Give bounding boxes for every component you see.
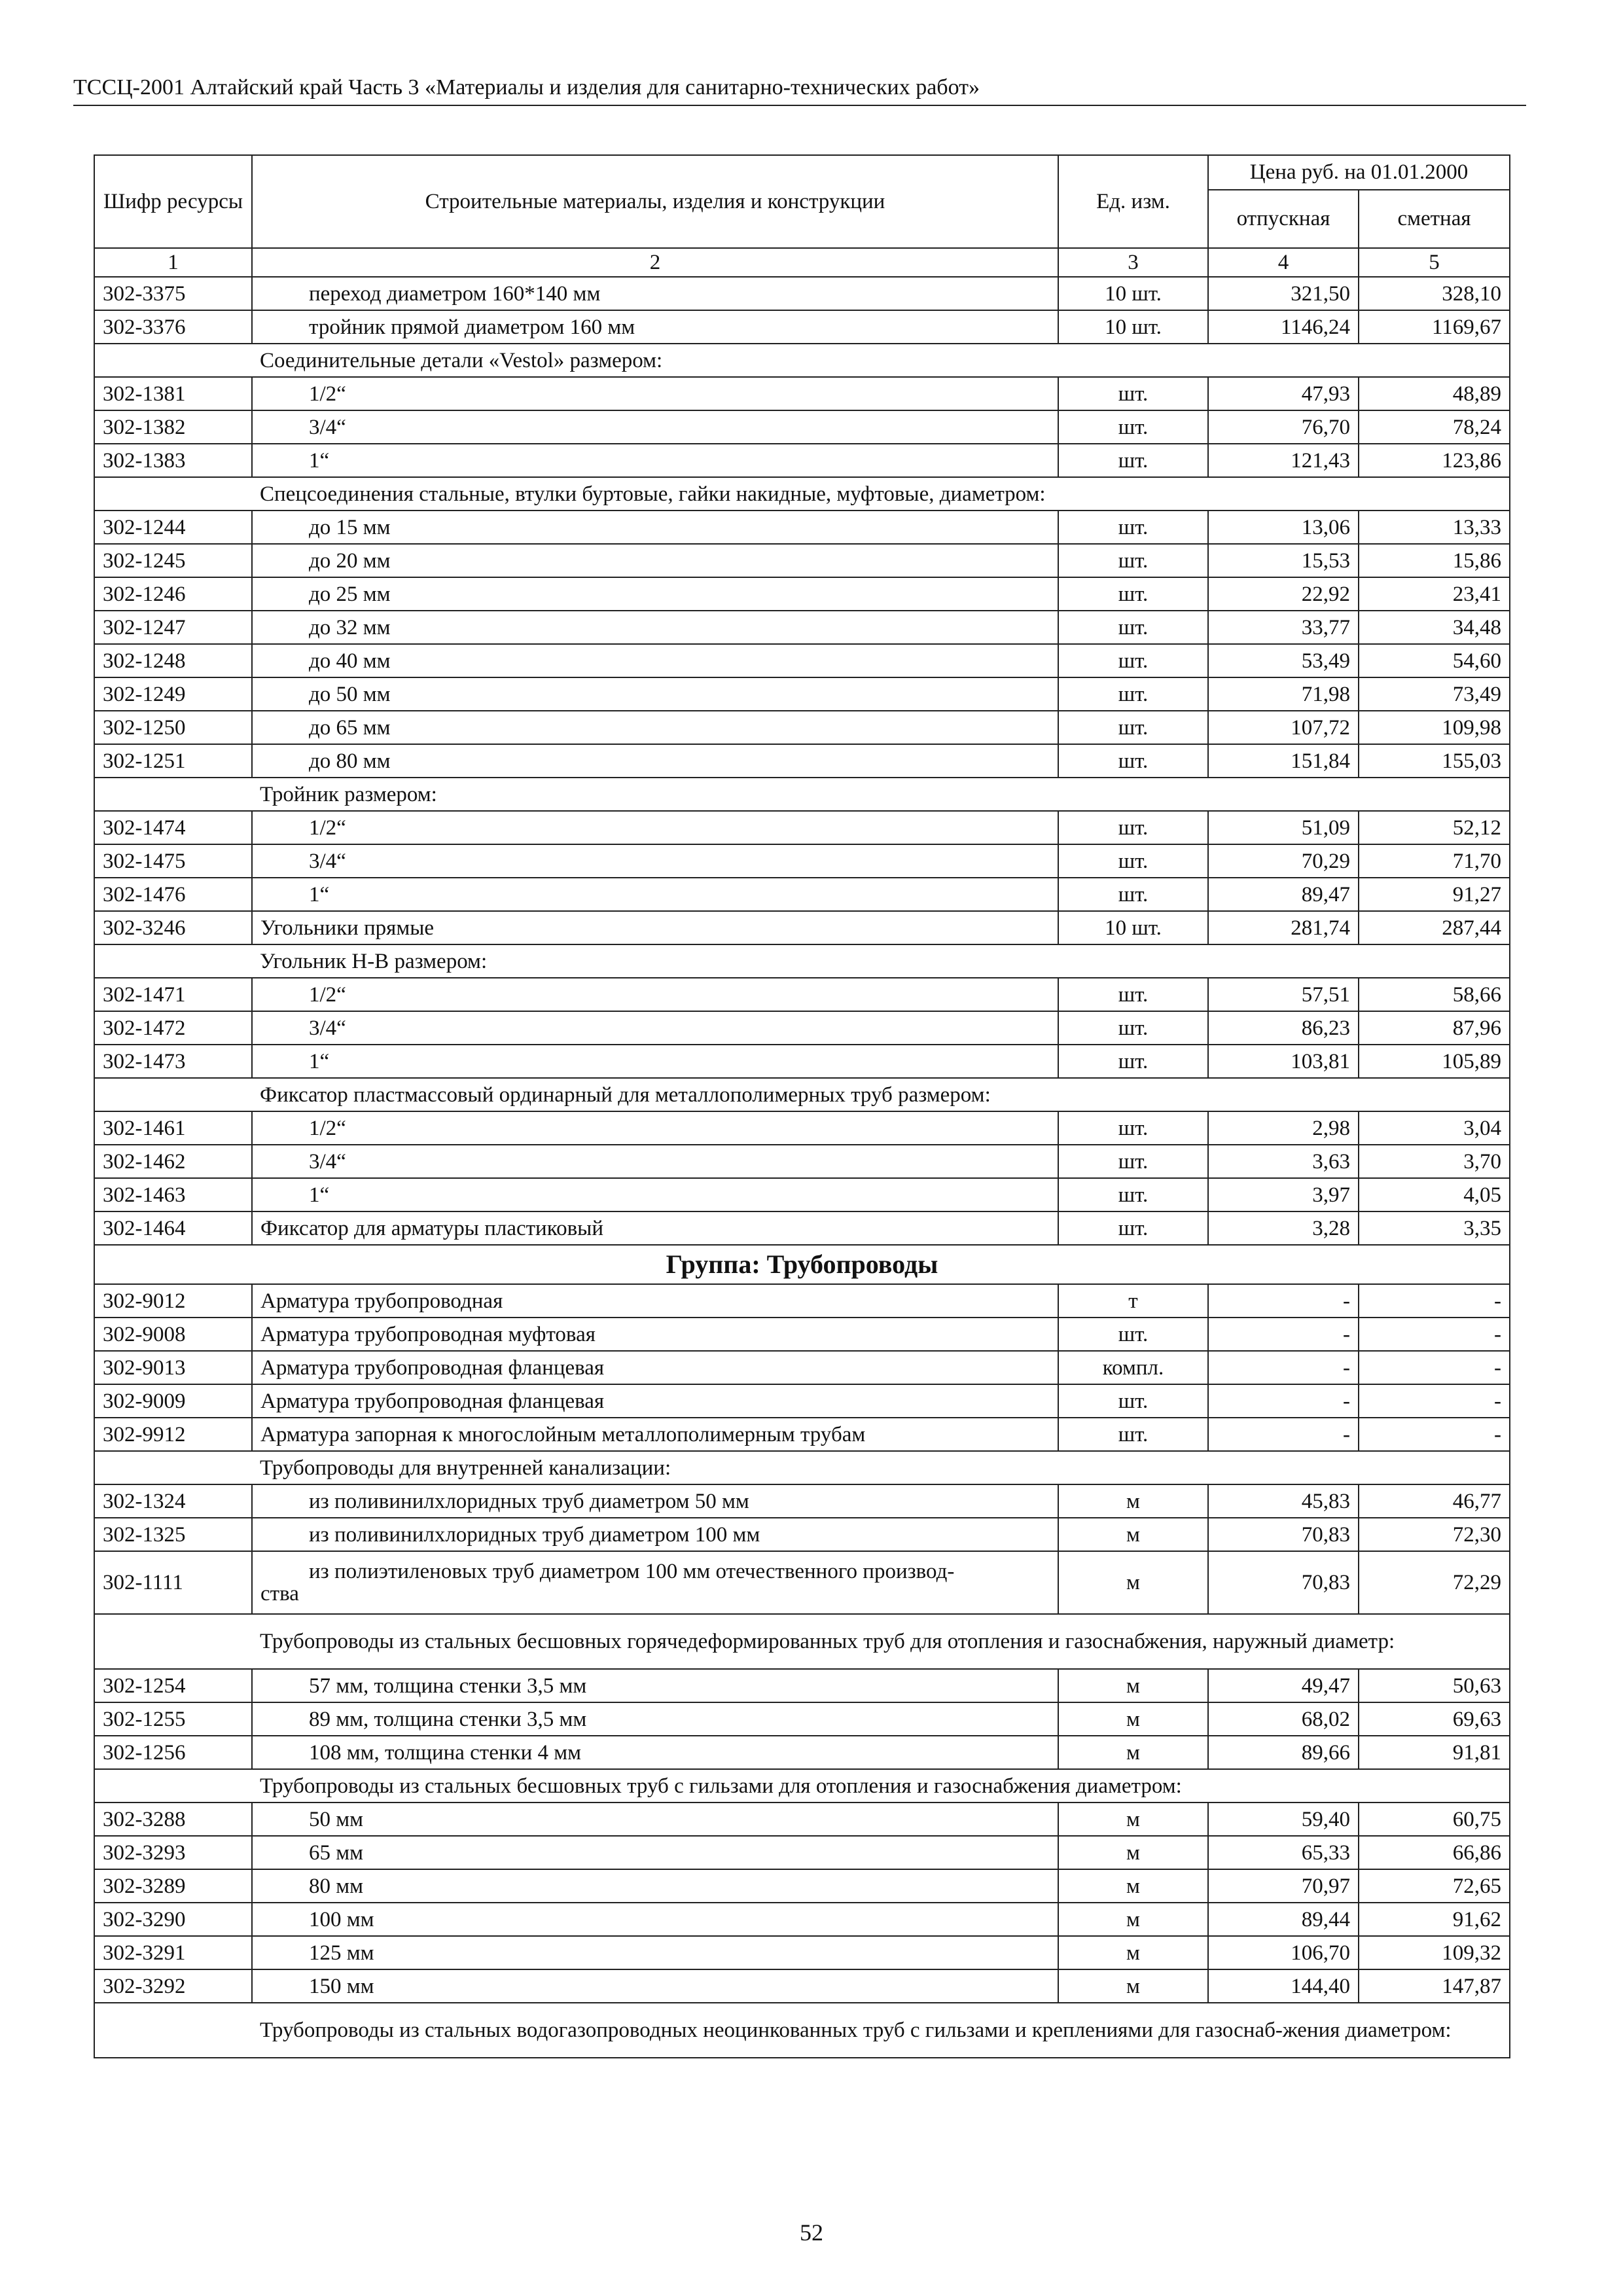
release-price: 70,83 (1208, 1518, 1359, 1551)
item-name: 1“ (252, 878, 1058, 911)
table-row (94, 1736, 1510, 1769)
resource-code: 302-3246 (94, 911, 252, 944)
code-empty (94, 1451, 252, 1484)
release-price: 151,84 (1208, 744, 1359, 778)
estimate-price: 58,66 (1359, 978, 1510, 1011)
table-row (94, 1318, 1510, 1351)
resource-code: 302-1324 (94, 1484, 252, 1518)
table-row (94, 310, 1510, 344)
estimate-price: - (1359, 1418, 1510, 1451)
table-row (94, 811, 1510, 844)
item-name-line: из полиэтиленовых труб диаметром 100 мм отечественного производ- (309, 1560, 955, 1583)
col-header-code: Шифр ресурсы (94, 155, 252, 248)
resource-code: 302-1251 (94, 744, 252, 778)
estimate-price: 48,89 (1359, 377, 1510, 410)
unit-cell: м (1058, 1669, 1208, 1702)
release-price: 89,66 (1208, 1736, 1359, 1769)
resource-code: 302-1461 (94, 1111, 252, 1145)
code-empty (94, 2003, 252, 2058)
item-name (252, 1551, 1058, 1614)
price-table (94, 154, 1510, 2058)
release-price: 45,83 (1208, 1484, 1359, 1518)
running-header: ТССЦ-2001 Алтайский край Часть 3 «Материалы и изделия для санитарно-технических работ» (73, 73, 1526, 106)
estimate-price: 155,03 (1359, 744, 1510, 778)
item-name: 3/4“ (252, 1145, 1058, 1178)
code-empty (94, 1614, 252, 1669)
table-row (94, 1384, 1510, 1418)
table-row (94, 577, 1510, 611)
release-price: 121,43 (1208, 444, 1359, 477)
table-row (94, 1178, 1510, 1211)
resource-code: 302-1244 (94, 511, 252, 544)
table-row (94, 544, 1510, 577)
resource-code: 302-1464 (94, 1211, 252, 1245)
unit-cell: шт. (1058, 577, 1208, 611)
item-name: 50 мм (252, 1803, 1058, 1836)
item-name: 89 мм, толщина стенки 3,5 мм (252, 1702, 1058, 1736)
resource-code: 302-1462 (94, 1145, 252, 1178)
item-name: Арматура трубопроводная (252, 1284, 1058, 1318)
estimate-price: 91,62 (1359, 1903, 1510, 1936)
unit-cell: м (1058, 1903, 1208, 1936)
item-name: из поливинилхлоридных труб диаметром 50 мм (252, 1484, 1058, 1518)
table-row (94, 377, 1510, 410)
release-price: 2,98 (1208, 1111, 1359, 1145)
unit-cell: м (1058, 1969, 1208, 2003)
release-price: 71,98 (1208, 677, 1359, 711)
release-price: 57,51 (1208, 978, 1359, 1011)
unit-cell: шт. (1058, 844, 1208, 878)
table-row (94, 1484, 1510, 1518)
estimate-price: 72,65 (1359, 1869, 1510, 1903)
section-heading: Трубопроводы из стальных бесшовных труб с гильзами для отопления и газоснабжения диаметром: (252, 1769, 1510, 1803)
table-row (94, 1451, 1510, 1484)
code-empty (94, 344, 252, 377)
table-row (94, 1903, 1510, 1936)
estimate-price: 87,96 (1359, 1011, 1510, 1045)
unit-cell: шт. (1058, 511, 1208, 544)
section-heading: Соединительные детали «Vestol» размером: (252, 344, 1510, 377)
estimate-price: 72,30 (1359, 1518, 1510, 1551)
release-price: 281,74 (1208, 911, 1359, 944)
item-name: Фиксатор для арматуры пластиковый (252, 1211, 1058, 1245)
estimate-price: 78,24 (1359, 410, 1510, 444)
item-name: 1/2“ (252, 978, 1058, 1011)
unit-cell: 10 шт. (1058, 911, 1208, 944)
estimate-price: 54,60 (1359, 644, 1510, 677)
estimate-price: 287,44 (1359, 911, 1510, 944)
item-name: 1“ (252, 1178, 1058, 1211)
unit-cell: шт. (1058, 1418, 1208, 1451)
item-name: 65 мм (252, 1836, 1058, 1869)
section-heading: Фиксатор пластмассовый ординарный для металлополимерных труб размером: (252, 1078, 1510, 1111)
table-row (94, 1111, 1510, 1145)
item-name: до 50 мм (252, 677, 1058, 711)
unit-cell: шт. (1058, 410, 1208, 444)
estimate-price: 60,75 (1359, 1803, 1510, 1836)
table-row (94, 410, 1510, 444)
release-price: 76,70 (1208, 410, 1359, 444)
release-price: 59,40 (1208, 1803, 1359, 1836)
resource-code: 302-1473 (94, 1045, 252, 1078)
unit-cell: шт. (1058, 878, 1208, 911)
estimate-price: 72,29 (1359, 1551, 1510, 1614)
estimate-price: 13,33 (1359, 511, 1510, 544)
unit-cell: м (1058, 1518, 1208, 1551)
col-header-unit: Ед. изм. (1058, 155, 1208, 248)
table-row (94, 1078, 1510, 1111)
table-row (94, 511, 1510, 544)
item-name: 100 мм (252, 1903, 1058, 1936)
resource-code: 302-3292 (94, 1969, 252, 2003)
table-row (94, 911, 1510, 944)
estimate-price: 50,63 (1359, 1669, 1510, 1702)
item-name: Угольники прямые (252, 911, 1058, 944)
resource-code: 302-3288 (94, 1803, 252, 1836)
item-name: до 80 мм (252, 744, 1058, 778)
release-price: 3,28 (1208, 1211, 1359, 1245)
estimate-price: 3,04 (1359, 1111, 1510, 1145)
estimate-price: 91,27 (1359, 878, 1510, 911)
table-row (94, 1769, 1510, 1803)
resource-code: 302-9013 (94, 1351, 252, 1384)
unit-cell: м (1058, 1803, 1208, 1836)
release-price: 65,33 (1208, 1836, 1359, 1869)
unit-cell: м (1058, 1936, 1208, 1969)
unit-cell: м (1058, 1551, 1208, 1614)
section-heading: Трубопроводы из стальных бесшовных горячедеформированных труб для отопления и газоснабжения, наружный диаметр: (252, 1614, 1510, 1669)
unit-cell: шт. (1058, 744, 1208, 778)
table-row (94, 677, 1510, 711)
release-price: 144,40 (1208, 1969, 1359, 2003)
table-row (94, 744, 1510, 778)
item-name: тройник прямой диаметром 160 мм (252, 310, 1058, 344)
release-price: - (1208, 1351, 1359, 1384)
resource-code: 302-3375 (94, 277, 252, 310)
group-heading: Группа: Трубопроводы (94, 1245, 1510, 1284)
estimate-price: - (1359, 1318, 1510, 1351)
col-header-estimate: сметная (1359, 190, 1510, 248)
unit-cell: шт. (1058, 544, 1208, 577)
unit-cell: шт. (1058, 644, 1208, 677)
resource-code: 302-1381 (94, 377, 252, 410)
table-row (94, 1702, 1510, 1736)
estimate-price: 4,05 (1359, 1178, 1510, 1211)
release-price: 70,29 (1208, 844, 1359, 878)
code-empty (94, 778, 252, 811)
unit-cell: шт. (1058, 978, 1208, 1011)
unit-cell: шт. (1058, 611, 1208, 644)
page-number: 52 (800, 2219, 823, 2246)
table-row (94, 477, 1510, 511)
resource-code: 302-1247 (94, 611, 252, 644)
resource-code: 302-1245 (94, 544, 252, 577)
release-price: 68,02 (1208, 1702, 1359, 1736)
unit-cell: м (1058, 1702, 1208, 1736)
estimate-price: 1169,67 (1359, 310, 1510, 344)
resource-code: 302-1250 (94, 711, 252, 744)
resource-code: 302-9008 (94, 1318, 252, 1351)
unit-cell: шт. (1058, 1384, 1208, 1418)
resource-code: 302-3289 (94, 1869, 252, 1903)
release-price: 103,81 (1208, 1045, 1359, 1078)
col-header-price: Цена руб. на 01.01.2000 (1208, 155, 1510, 190)
unit-cell: м (1058, 1484, 1208, 1518)
estimate-price: 69,63 (1359, 1702, 1510, 1736)
item-name: 150 мм (252, 1969, 1058, 2003)
resource-code: 302-1471 (94, 978, 252, 1011)
col-header-name: Строительные материалы, изделия и конструкции (252, 155, 1058, 248)
section-heading: Угольник Н-В размером: (252, 944, 1510, 978)
estimate-price: - (1359, 1384, 1510, 1418)
resource-code: 302-9912 (94, 1418, 252, 1451)
release-price: 86,23 (1208, 1011, 1359, 1045)
table-row (94, 978, 1510, 1011)
resource-code: 302-1472 (94, 1011, 252, 1045)
item-name: 1/2“ (252, 811, 1058, 844)
release-price: 3,63 (1208, 1145, 1359, 1178)
item-name: до 25 мм (252, 577, 1058, 611)
release-price: 70,97 (1208, 1869, 1359, 1903)
resource-code: 302-1248 (94, 644, 252, 677)
item-name: 80 мм (252, 1869, 1058, 1903)
release-price: - (1208, 1418, 1359, 1451)
section-heading: Трубопроводы для внутренней канализации: (252, 1451, 1510, 1484)
table-row (94, 1669, 1510, 1702)
unit-cell: шт. (1058, 1211, 1208, 1245)
estimate-price: - (1359, 1351, 1510, 1384)
unit-cell: шт. (1058, 444, 1208, 477)
estimate-price: 23,41 (1359, 577, 1510, 611)
resource-code: 302-9012 (94, 1284, 252, 1318)
unit-cell: шт. (1058, 677, 1208, 711)
estimate-price: 46,77 (1359, 1484, 1510, 1518)
table-row (94, 1211, 1510, 1245)
estimate-price: 328,10 (1359, 277, 1510, 310)
item-name: 1“ (252, 1045, 1058, 1078)
estimate-price: 109,98 (1359, 711, 1510, 744)
table-row (94, 611, 1510, 644)
item-name: 1/2“ (252, 377, 1058, 410)
table-row (94, 1351, 1510, 1384)
estimate-price: 52,12 (1359, 811, 1510, 844)
table-row (94, 711, 1510, 744)
resource-code: 302-1474 (94, 811, 252, 844)
release-price: 47,93 (1208, 377, 1359, 410)
estimate-price: 34,48 (1359, 611, 1510, 644)
item-name: 57 мм, толщина стенки 3,5 мм (252, 1669, 1058, 1702)
release-price: 3,97 (1208, 1178, 1359, 1211)
release-price: 70,83 (1208, 1551, 1359, 1614)
table-row (94, 1614, 1510, 1669)
estimate-price: 73,49 (1359, 677, 1510, 711)
unit-cell: т (1058, 1284, 1208, 1318)
release-price: 51,09 (1208, 811, 1359, 844)
release-price: 22,92 (1208, 577, 1359, 611)
unit-cell: шт. (1058, 1045, 1208, 1078)
col-number: 2 (252, 248, 1058, 277)
section-heading: Тройник размером: (252, 778, 1510, 811)
estimate-price: 105,89 (1359, 1045, 1510, 1078)
code-empty (94, 1769, 252, 1803)
resource-code: 302-3290 (94, 1903, 252, 1936)
unit-cell: м (1058, 1736, 1208, 1769)
resource-code: 302-3293 (94, 1836, 252, 1869)
item-name: до 65 мм (252, 711, 1058, 744)
release-price: 15,53 (1208, 544, 1359, 577)
estimate-price: 3,35 (1359, 1211, 1510, 1245)
table-row (94, 1045, 1510, 1078)
release-price: 13,06 (1208, 511, 1359, 544)
table-row (94, 944, 1510, 978)
col-number: 4 (1208, 248, 1359, 277)
estimate-price: 109,32 (1359, 1936, 1510, 1969)
unit-cell: 10 шт. (1058, 310, 1208, 344)
unit-cell: шт. (1058, 811, 1208, 844)
table-row (94, 1245, 1510, 1284)
item-name: 108 мм, толщина стенки 4 мм (252, 1736, 1058, 1769)
table-row (94, 644, 1510, 677)
item-name: 125 мм (252, 1936, 1058, 1969)
resource-code: 302-3291 (94, 1936, 252, 1969)
item-name: до 15 мм (252, 511, 1058, 544)
table-row (94, 778, 1510, 811)
resource-code: 302-1256 (94, 1736, 252, 1769)
estimate-price: 66,86 (1359, 1836, 1510, 1869)
estimate-price: 91,81 (1359, 1736, 1510, 1769)
item-name: 1/2“ (252, 1111, 1058, 1145)
unit-cell: шт. (1058, 1011, 1208, 1045)
resource-code: 302-9009 (94, 1384, 252, 1418)
item-name: Арматура трубопроводная фланцевая (252, 1384, 1058, 1418)
table-row (94, 1836, 1510, 1869)
release-price: - (1208, 1318, 1359, 1351)
table-row (94, 1518, 1510, 1551)
estimate-price: 123,86 (1359, 444, 1510, 477)
resource-code: 302-1325 (94, 1518, 252, 1551)
release-price: - (1208, 1284, 1359, 1318)
resource-code: 302-1383 (94, 444, 252, 477)
unit-cell: компл. (1058, 1351, 1208, 1384)
resource-code: 302-1476 (94, 878, 252, 911)
resource-code: 302-1254 (94, 1669, 252, 1702)
unit-cell: м (1058, 1836, 1208, 1869)
section-heading: Трубопроводы из стальных водогазопроводных неоцинкованных труб с гильзами и креплениями для газоснаб-жения диаметром: (252, 2003, 1510, 2058)
resource-code: 302-1111 (94, 1551, 252, 1614)
release-price: 89,47 (1208, 878, 1359, 911)
table-body (94, 277, 1510, 2058)
estimate-price: 15,86 (1359, 544, 1510, 577)
estimate-price: 71,70 (1359, 844, 1510, 878)
col-number: 5 (1359, 248, 1510, 277)
item-name-line: ства (260, 1582, 299, 1605)
resource-code: 302-3376 (94, 310, 252, 344)
item-name: Арматура трубопроводная фланцевая (252, 1351, 1058, 1384)
table-row (94, 344, 1510, 377)
release-price: 107,72 (1208, 711, 1359, 744)
release-price: 33,77 (1208, 611, 1359, 644)
table-row (94, 1145, 1510, 1178)
unit-cell: шт. (1058, 1145, 1208, 1178)
unit-cell: шт. (1058, 1318, 1208, 1351)
table-row (94, 1969, 1510, 2003)
unit-cell: шт. (1058, 1178, 1208, 1211)
table-row (94, 1869, 1510, 1903)
item-name: 1“ (252, 444, 1058, 477)
unit-cell: шт. (1058, 1111, 1208, 1145)
section-heading: Спецсоединения стальные, втулки буртовые, гайки накидные, муфтовые, диаметром: (252, 477, 1510, 511)
release-price: 89,44 (1208, 1903, 1359, 1936)
resource-code: 302-1463 (94, 1178, 252, 1211)
col-number: 3 (1058, 248, 1208, 277)
resource-code: 302-1475 (94, 844, 252, 878)
unit-cell: 10 шт. (1058, 277, 1208, 310)
item-name: из поливинилхлоридных труб диаметром 100 мм (252, 1518, 1058, 1551)
item-name: 3/4“ (252, 410, 1058, 444)
resource-code: 302-1382 (94, 410, 252, 444)
resource-code: 302-1255 (94, 1702, 252, 1736)
resource-code: 302-1246 (94, 577, 252, 611)
code-empty (94, 944, 252, 978)
item-name: Арматура трубопроводная муфтовая (252, 1318, 1058, 1351)
release-price: 49,47 (1208, 1669, 1359, 1702)
item-name: 3/4“ (252, 1011, 1058, 1045)
item-name: 3/4“ (252, 844, 1058, 878)
unit-cell: м (1058, 1869, 1208, 1903)
table-row (94, 1551, 1510, 1614)
unit-cell: шт. (1058, 711, 1208, 744)
table-row (94, 1803, 1510, 1836)
item-name: до 32 мм (252, 611, 1058, 644)
release-price: - (1208, 1384, 1359, 1418)
item-name: до 40 мм (252, 644, 1058, 677)
item-name: Арматура запорная к многослойным металлополимерным трубам (252, 1418, 1058, 1451)
release-price: 53,49 (1208, 644, 1359, 677)
unit-cell: шт. (1058, 377, 1208, 410)
col-header-release: отпускная (1208, 190, 1359, 248)
table-row (94, 1011, 1510, 1045)
table-row (94, 444, 1510, 477)
release-price: 321,50 (1208, 277, 1359, 310)
table-row (94, 277, 1510, 310)
table-row (94, 1418, 1510, 1451)
release-price: 106,70 (1208, 1936, 1359, 1969)
table-row (94, 1936, 1510, 1969)
estimate-price: 147,87 (1359, 1969, 1510, 2003)
item-name: переход диаметром 160*140 мм (252, 277, 1058, 310)
table-row (94, 878, 1510, 911)
col-number: 1 (94, 248, 252, 277)
code-empty (94, 477, 252, 511)
release-price: 1146,24 (1208, 310, 1359, 344)
estimate-price: - (1359, 1284, 1510, 1318)
table-row (94, 844, 1510, 878)
resource-code: 302-1249 (94, 677, 252, 711)
table-row (94, 2003, 1510, 2058)
table-row (94, 1284, 1510, 1318)
code-empty (94, 1078, 252, 1111)
estimate-price: 3,70 (1359, 1145, 1510, 1178)
item-name: до 20 мм (252, 544, 1058, 577)
